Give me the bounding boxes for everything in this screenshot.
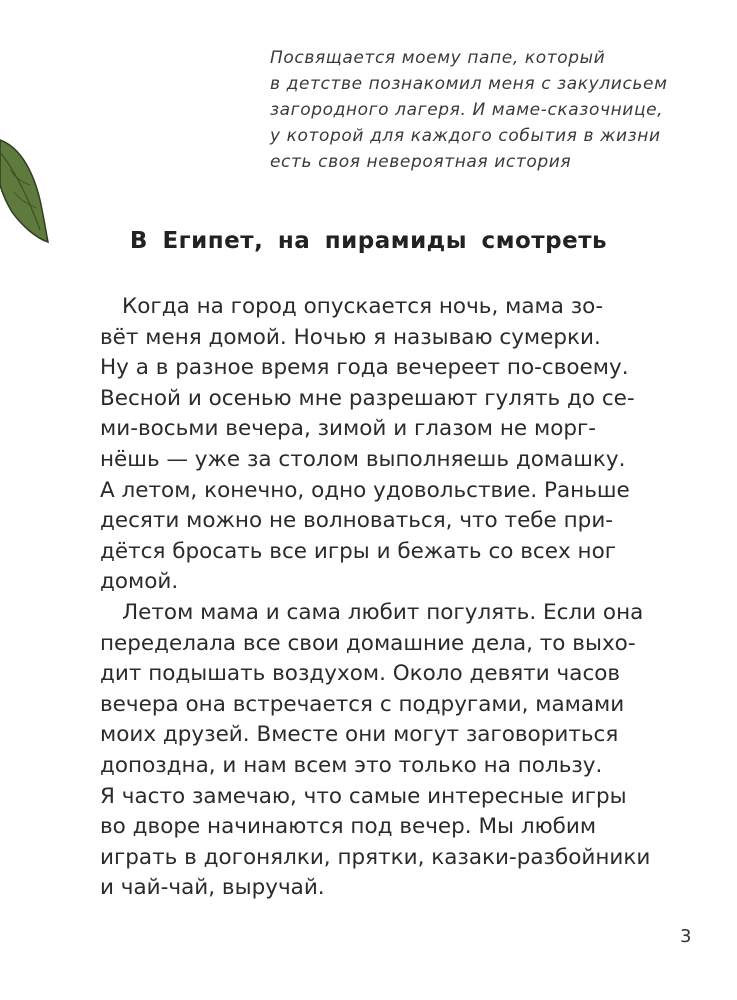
text-line: Когда на город опускается ночь, мама зо-: [122, 294, 604, 319]
dedication-line: у которой для каждого события в жизни: [270, 126, 661, 146]
dedication-line: загородного лагеря. И маме-сказочнице,: [270, 100, 664, 120]
text-line: Весной и осенью мне разрешают гулять до се-: [100, 385, 635, 411]
dedication: [270, 45, 690, 175]
text-line: домой.: [100, 569, 179, 595]
chapter-title: В Египет, на пирамиды смотреть: [129, 228, 608, 254]
dedication-line: в детстве познакомил меня с закулисьем: [270, 74, 668, 94]
dedication-line: есть своя невероятная история: [270, 152, 572, 172]
text-line: моих друзей. Вместе они могут заговориться: [100, 722, 619, 748]
text-line: Ну а в разное время года вечереет по-своему.: [100, 355, 629, 381]
text-line: вечера она встречается с подругами, мамами: [100, 691, 625, 717]
text-line: ми-восьми вечера, зимой и глазом не морг-: [100, 416, 597, 442]
text-line: нёшь — уже за столом выполняешь домашку.: [100, 446, 626, 472]
text-line: играть в догонялки, прятки, казаки-разбойники: [100, 844, 651, 870]
text-line: дётся бросать все игры и бежать со всех ног: [100, 538, 617, 564]
body-text: [100, 292, 651, 904]
text-line: Я часто замечаю, что самые интересные игры: [100, 783, 627, 809]
text-line: Летом мама и сама любит погулять. Если она: [122, 599, 644, 625]
text-line: десяти можно не волноваться, что тебе при-: [100, 508, 614, 534]
page-number: 3: [680, 926, 692, 947]
dedication-line: Посвящается моему папе, который: [270, 48, 606, 68]
text-line: вёт меня домой. Ночью я называю сумерки.: [100, 324, 601, 350]
text-line: А летом, конечно, одно удовольствие. Раньше: [100, 477, 630, 503]
text-line: во дворе начинаются под вечер. Мы любим: [100, 814, 597, 840]
text-line: дит подышать воздухом. Около девяти часов: [100, 661, 621, 687]
text-line: переделала все свои домашние дела, то выхо-: [100, 630, 636, 656]
text-line: допоздна, и нам всем это только на пользу.: [100, 752, 603, 778]
text-line: и чай-чай, выручай.: [100, 875, 325, 901]
